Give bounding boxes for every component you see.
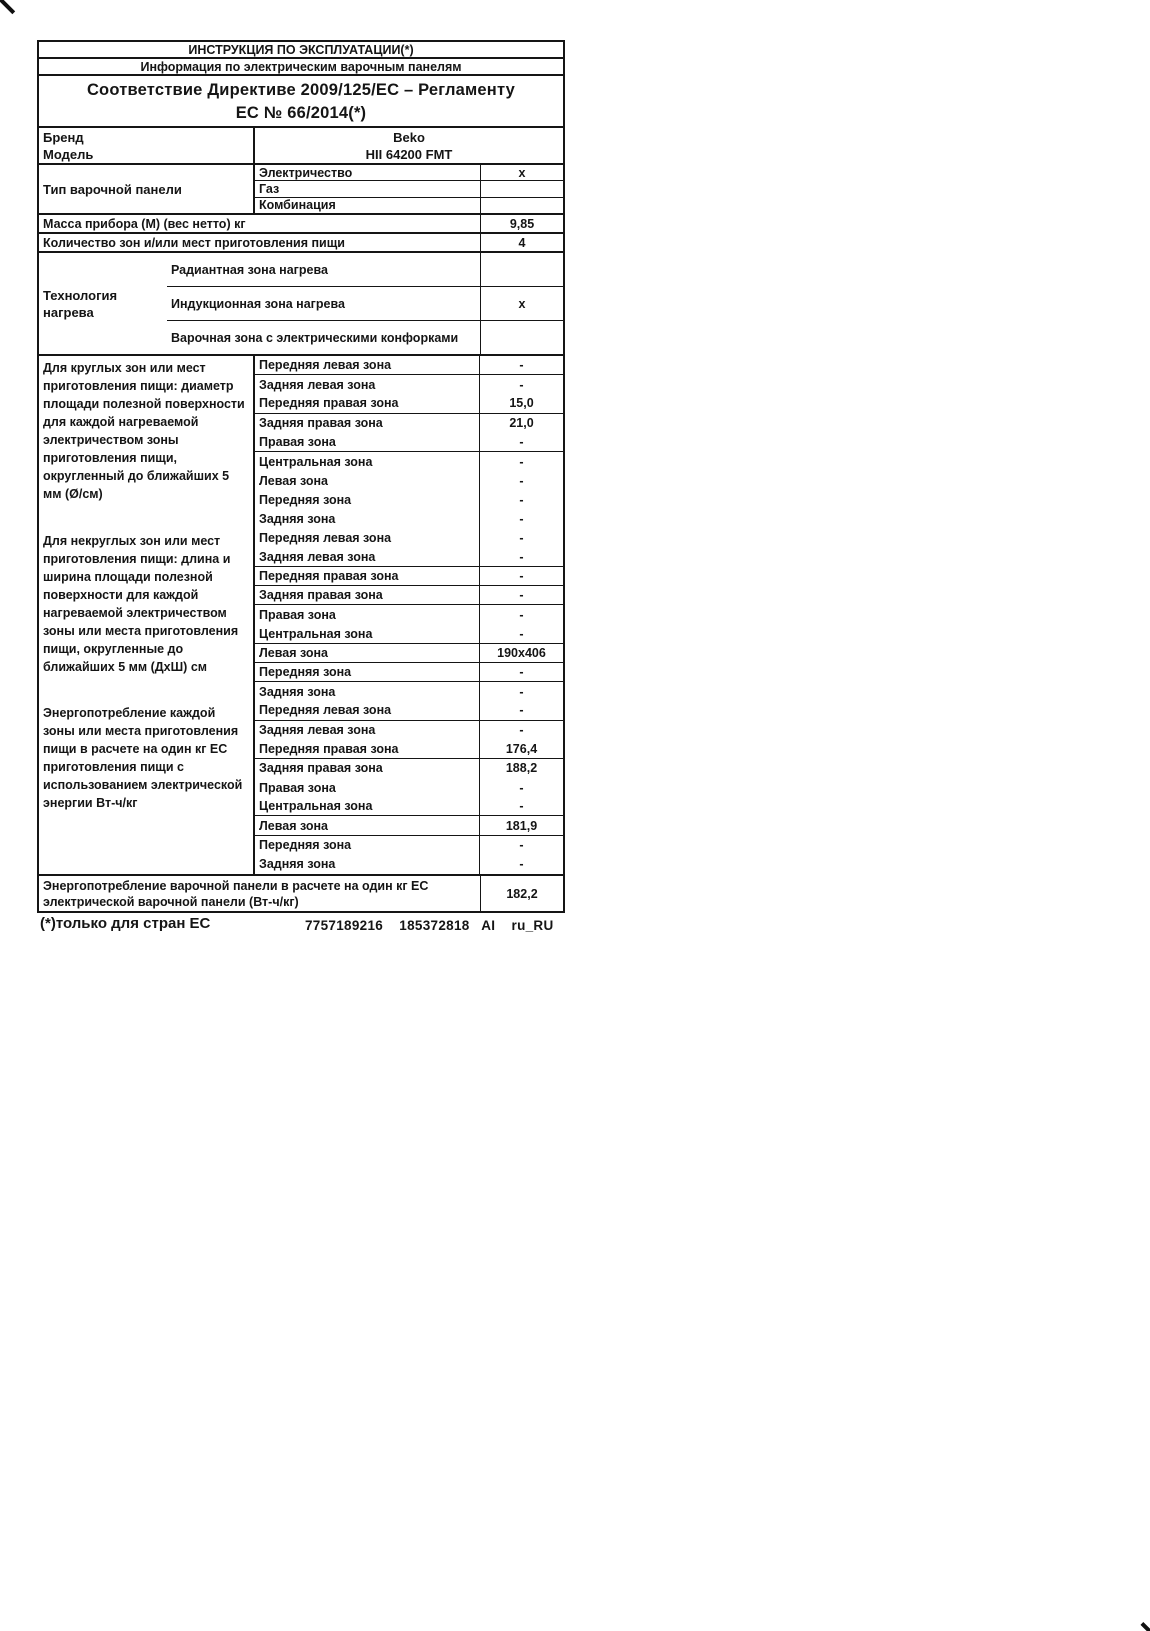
eu-countries-note: (*)только для стран ЕС [40,915,211,932]
zone-row-label: Правая зона [255,778,480,797]
zone-row-value: - [480,567,563,586]
doc-header-line2: Информация по электрическим варочным панелям [39,59,563,76]
zone-row-value: 188,2 [505,761,538,776]
induction-zone-value: x [480,287,563,320]
mass-row [39,215,563,234]
zone-row-value: - [480,625,563,644]
brand-value: Beko [393,130,425,145]
zone-row-label: Передняя зона [255,663,480,682]
zone-row-label: Задняя зона [255,509,480,528]
zone-row-label: Передняя правая зона [255,394,480,413]
product-fiche-table [37,40,565,913]
round-zones-description: Для круглых зон или мест приготовления пищи: диаметр площади полезной поверхности для каждой нагреваемой электричеством зоны приготовления пищи, округленный до ближайших 5 мм (Ø/см) [43,361,245,501]
zone-row-value: - [480,548,563,567]
zone-row-value: - [519,780,524,795]
zone-row-label: Центральная зона [255,452,480,471]
zone-row-label: Передняя правая зона [255,567,480,586]
zone-row-label: Левая зона [255,471,480,490]
electric-plate-zone-value [480,321,563,354]
brand-model-labels [39,128,255,163]
zone-row-label: Передняя правая зона [255,740,480,759]
zone-row-label: Задняя левая зона [255,548,480,567]
zone-row-value: 190x406 [480,644,563,663]
table-row [255,180,563,196]
zone-row-value: - [480,356,563,375]
heating-technology-label: Технология нагрева [43,287,118,320]
heating-technology-block [39,253,563,356]
zone-row-value: - [480,701,563,720]
zone-row-value: 15,0 [480,394,563,413]
zone-row-label: Задняя правая зона [255,414,480,433]
brand-model-values [255,128,563,163]
mass-label: Масса прибора (М) (вес нетто) кг [43,216,246,231]
hob-type-label: Тип варочной панели [39,165,255,213]
scan-corner-mark-top-left [0,0,15,14]
hob-type-block [39,165,563,215]
zone-row-value: - [480,586,563,605]
zone-row-value: - [519,838,524,853]
zone-row-value: - [519,454,524,469]
zone-row-label: Правая зона [255,433,480,452]
table-row [255,165,563,180]
radiant-zone-label: Радиантная зона нагрева [171,262,328,277]
zone-row-label: Передняя левая зона [255,701,480,720]
zone-row-label: Передняя левая зона [255,356,480,375]
zone-row-value: - [480,663,563,682]
brand-label: Бренд [43,130,84,145]
directive-title-line1: Соответствие Директиве 2009/125/ЕС – Регламенту [86,81,516,99]
radiant-zone-value [480,253,563,286]
zone-row-value: - [519,723,524,738]
hob-type-electric-value: x [480,165,563,180]
zone-row-label: Задняя зона [255,682,480,701]
total-energy-label: Энергопотребление варочной панели в расчете на один кг ЕС электрической варочной панели (Вт-ч/кг) [43,878,429,909]
model-value: HII 64200 FMT [365,147,453,162]
zone-row-value: - [519,684,524,699]
zone-row-label: Передняя зона [255,836,480,855]
zone-row-label: Задняя правая зона [255,759,480,778]
zone-row-label: Задняя левая зона [255,375,480,394]
zones-block [39,356,563,876]
zone-row-value: - [519,857,524,872]
induction-zone-label: Индукционная зона нагрева [171,296,345,311]
zone-row-value: - [519,492,524,507]
energy-per-zone-description: Энергопотребление каждой зоны или места приготовления пищи в расчете на один кг ЕС приготовления пищи с использованием электрической энергии Вт-ч/кг [43,706,243,811]
table-row [167,320,563,354]
model-label: Модель [43,147,94,162]
zones-count-row [39,234,563,253]
table-row [167,253,563,286]
hob-type-electric-label: Электричество [259,165,353,180]
directive-title [39,76,563,128]
zone-row-label: Задняя левая зона [255,721,480,740]
zone-row-value: - [519,531,524,546]
table-row [167,286,563,320]
hob-type-gas-value [480,181,563,196]
zone-row-label: Центральная зона [255,625,480,644]
zone-row-value: - [519,607,524,622]
zone-row-label: Передняя левая зона [255,529,480,548]
zone-row-value: - [519,377,524,392]
electric-plate-zone-label: Варочная зона с электрическими конфорками [171,330,459,345]
noncircular-zones-description: Для некруглых зон или мест приготовления пищи: длина и ширина площади полезной поверхности для каждой нагреваемой электричеством зоны или места приготовления пищи, округленные до ближайших 5 мм (ДхШ) см [43,533,239,674]
directive-title-line2: ЕС № 66/2014(*) [235,104,367,122]
total-energy-value: 182,2 [480,876,563,911]
zones-descriptions [39,356,255,874]
zone-row-value: 176,4 [480,740,563,759]
hob-type-combi-label: Комбинация [259,198,336,213]
heating-technology-rows [167,253,563,354]
zone-row-value: - [519,512,524,527]
zone-row-value: 181,9 [480,816,563,835]
zone-row-value: 21,0 [509,416,534,431]
hob-type-gas-label: Газ [259,181,280,196]
zone-row-label: Правая зона [255,605,480,624]
zone-row-value: - [519,473,524,488]
brand-model-block [39,128,563,165]
table-row [255,197,563,213]
scan-corner-mark-bottom-right [1140,1622,1150,1631]
zones-count-label: Количество зон и/или мест приготовления пищи [43,235,345,250]
total-energy-row [39,876,563,911]
mass-value: 9,85 [480,215,563,232]
zone-row-value: - [480,433,563,452]
hob-type-combi-value [480,198,563,213]
zone-row-label: Задняя зона [255,855,480,874]
zone-row-value: - [480,797,563,816]
document-code: 7757189216 185372818 AI ru_RU [305,918,554,933]
zones-grid [255,356,563,874]
zone-row-label: Задняя правая зона [255,586,480,605]
zones-count-value: 4 [480,234,563,251]
zone-row-label: Передняя зона [255,490,480,509]
hob-type-rows [255,165,563,213]
zone-row-label: Центральная зона [255,797,480,816]
zone-row-label: Левая зона [255,816,480,835]
doc-header-line1: ИНСТРУКЦИЯ ПО ЭКСПЛУАТАЦИИ(*) [39,42,563,59]
zone-row-label: Левая зона [255,644,480,663]
